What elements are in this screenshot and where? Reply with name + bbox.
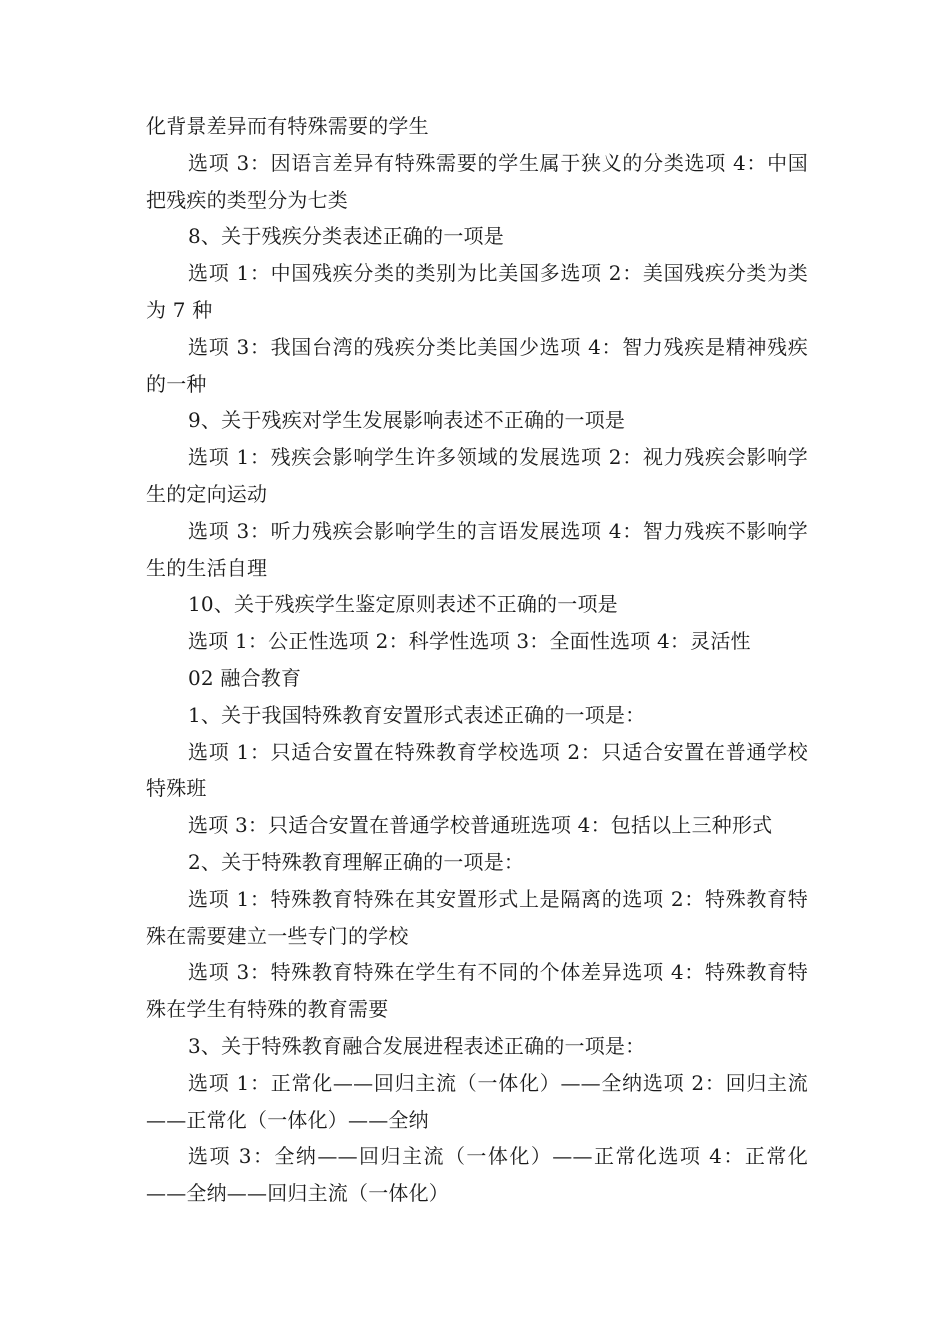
section-heading: 02 融合教育 bbox=[188, 665, 302, 690]
section2-question-3: 3、关于特殊教育融合发展进程表述正确的一项是： bbox=[188, 1033, 646, 1058]
question-10: 10、关于残疾学生鉴定原则表述不正确的一项是 bbox=[188, 592, 618, 617]
section2-question-1: 1、关于我国特殊教育安置形式表述正确的一项是： bbox=[188, 702, 646, 727]
section2-question-3-options-3-4: 选项 3：全纳——回归主流（一体化）——正常化选项 4：正常化——全纳——回归主流（一体化） bbox=[146, 1144, 808, 1206]
section2-question-1-options-3-4: 选项 3：只适合安置在普通学校普通班选项 4：包括以上三种形式 bbox=[188, 813, 773, 838]
question-8: 8、关于残疾分类表述正确的一项是 bbox=[188, 224, 504, 249]
document-body bbox=[146, 108, 808, 1212]
section2-question-2: 2、关于特殊教育理解正确的一项是： bbox=[188, 849, 525, 874]
question-9: 9、关于残疾对学生发展影响表述不正确的一项是 bbox=[188, 408, 626, 433]
question-8-options-1-2: 选项 1：中国残疾分类的类别为比美国多选项 2：美国残疾分类为类为 7 种 bbox=[146, 261, 808, 322]
section2-question-3-options-1-2: 选项 1：正常化——回归主流（一体化）——全纳选项 2：回归主流——正常化（一体化）——全纳 bbox=[146, 1070, 808, 1132]
paragraph-1: 化背景差异而有特殊需要的学生 bbox=[146, 114, 429, 138]
section2-question-2-options-1-2: 选项 1：特殊教育特殊在其安置形式上是隔离的选项 2：特殊教育特殊在需要建立一些专门的学校 bbox=[146, 886, 808, 948]
paragraph-2: 选项 3：因语言差异有特殊需要的学生属于狭义的分类选项 4：中国把残疾的类型分为七类 bbox=[146, 150, 808, 212]
section2-question-2-options-3-4: 选项 3：特殊教育特殊在学生有不同的个体差异选项 4：特殊教育特殊在学生有特殊的教育需要 bbox=[146, 960, 808, 1022]
question-10-options: 选项 1：公正性选项 2：科学性选项 3：全面性选项 4：灵活性 bbox=[188, 629, 751, 654]
section2-question-1-options-1-2: 选项 1：只适合安置在特殊教育学校选项 2：只适合安置在普通学校特殊班 bbox=[146, 739, 808, 801]
question-9-options-3-4: 选项 3：听力残疾会影响学生的言语发展选项 4：智力残疾不影响学生的生活自理 bbox=[146, 518, 808, 580]
question-8-options-3-4: 选项 3：我国台湾的残疾分类比美国少选项 4：智力残疾是精神残疾的一种 bbox=[146, 334, 808, 396]
question-9-options-1-2: 选项 1：残疾会影响学生许多领域的发展选项 2：视力残疾会影响学生的定向运动 bbox=[146, 445, 808, 506]
